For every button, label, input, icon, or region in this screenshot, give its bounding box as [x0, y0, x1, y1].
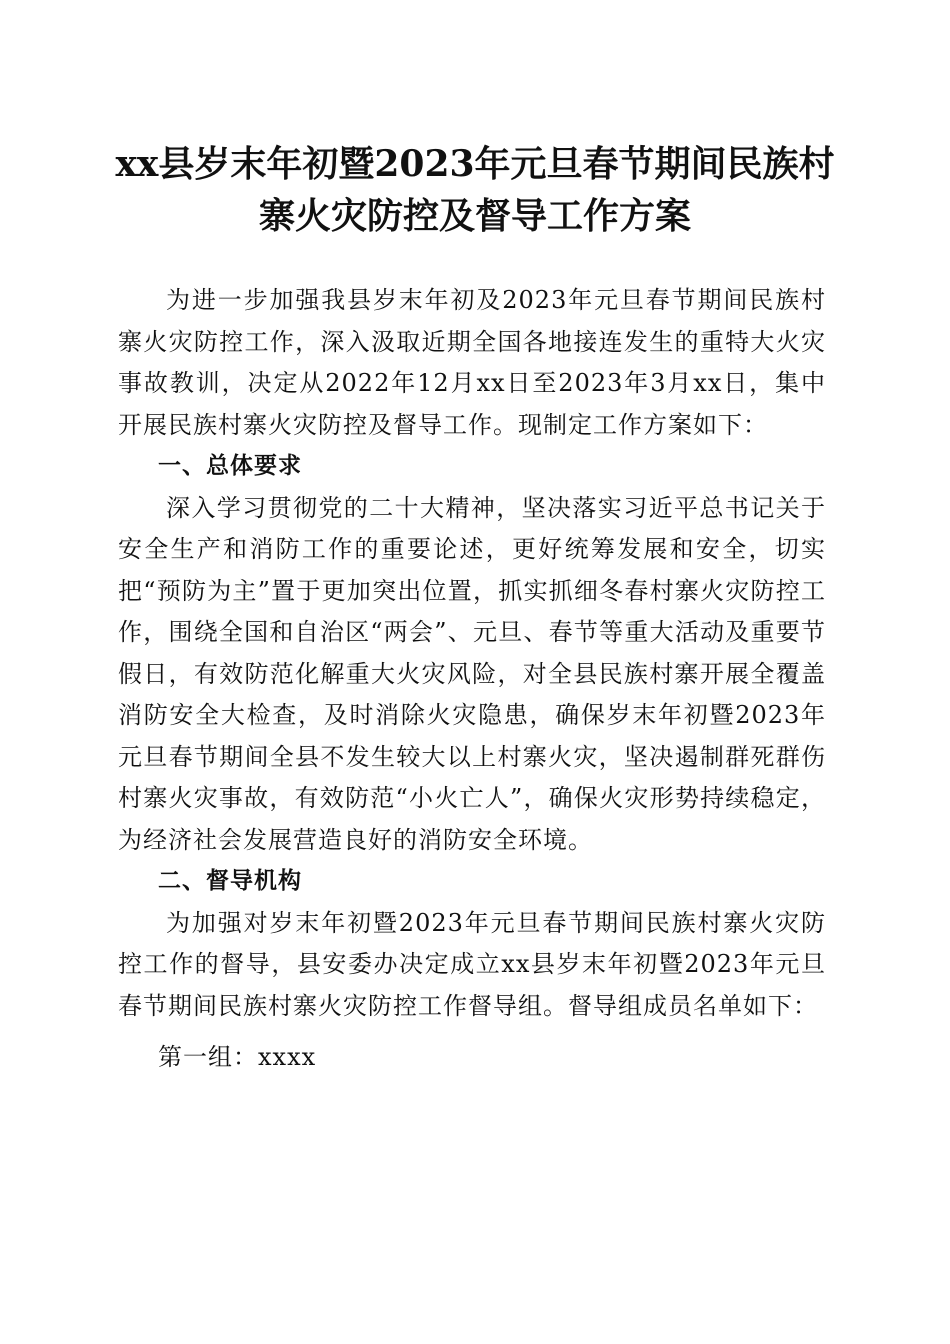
section-1-paragraph: 深入学习贯彻党的二十大精神，坚决落实习近平总书记关于安全生产和消防工作的重要论述，更好统筹发展和安全，切实把“预防为主”置于更加突出位置，抓实抓细冬春村寨火灾防控工作，围绕全国和自治区“两会”、元旦、春节等重大活动及重要节假日，有效防范化解重大火灾风险，对全县民族村寨开展全覆盖消防安全大检查，及时消除火灾隐患，确保岁末年初暨2023年元旦春节期间全县不发生较大以上村寨火灾，坚决遏制群死群伤村寨火灾事故，有效防范“小火亡人”，确保火灾形势持续稳定，为经济社会发展营造良好的消防安全环境。 [118, 493, 826, 854]
document-title [110, 138, 840, 242]
title-line-1: xx县岁末年初暨2023年元旦春节期间民族村 [115, 143, 835, 185]
intro-paragraph: 为进一步加强我县岁末年初及2023年元旦春节期间民族村寨火灾防控工作，深入汲取近期全国各地接连发生的重特大火灾事故教训，决定从2022年12月xx日至2023年3月xx日，集中开展民族村寨火灾防控及督导工作。现制定工作方案如下： [118, 286, 826, 439]
document-body [118, 280, 826, 1079]
section-1-heading: 一、总体要求 [158, 453, 302, 479]
section-2-heading: 二、督导机构 [158, 868, 302, 894]
section-2-paragraph: 为加强对岁末年初暨2023年元旦春节期间民族村寨火灾防控工作的督导，县安委办决定成立xx县岁末年初暨2023年元旦春节期间民族村寨火灾防控工作督导组。督导组成员名单如下： [118, 908, 826, 1020]
group-1-line: 第一组：xxxx [158, 1043, 317, 1071]
title-line-2: 寨火灾防控及督导工作方案 [258, 195, 691, 237]
